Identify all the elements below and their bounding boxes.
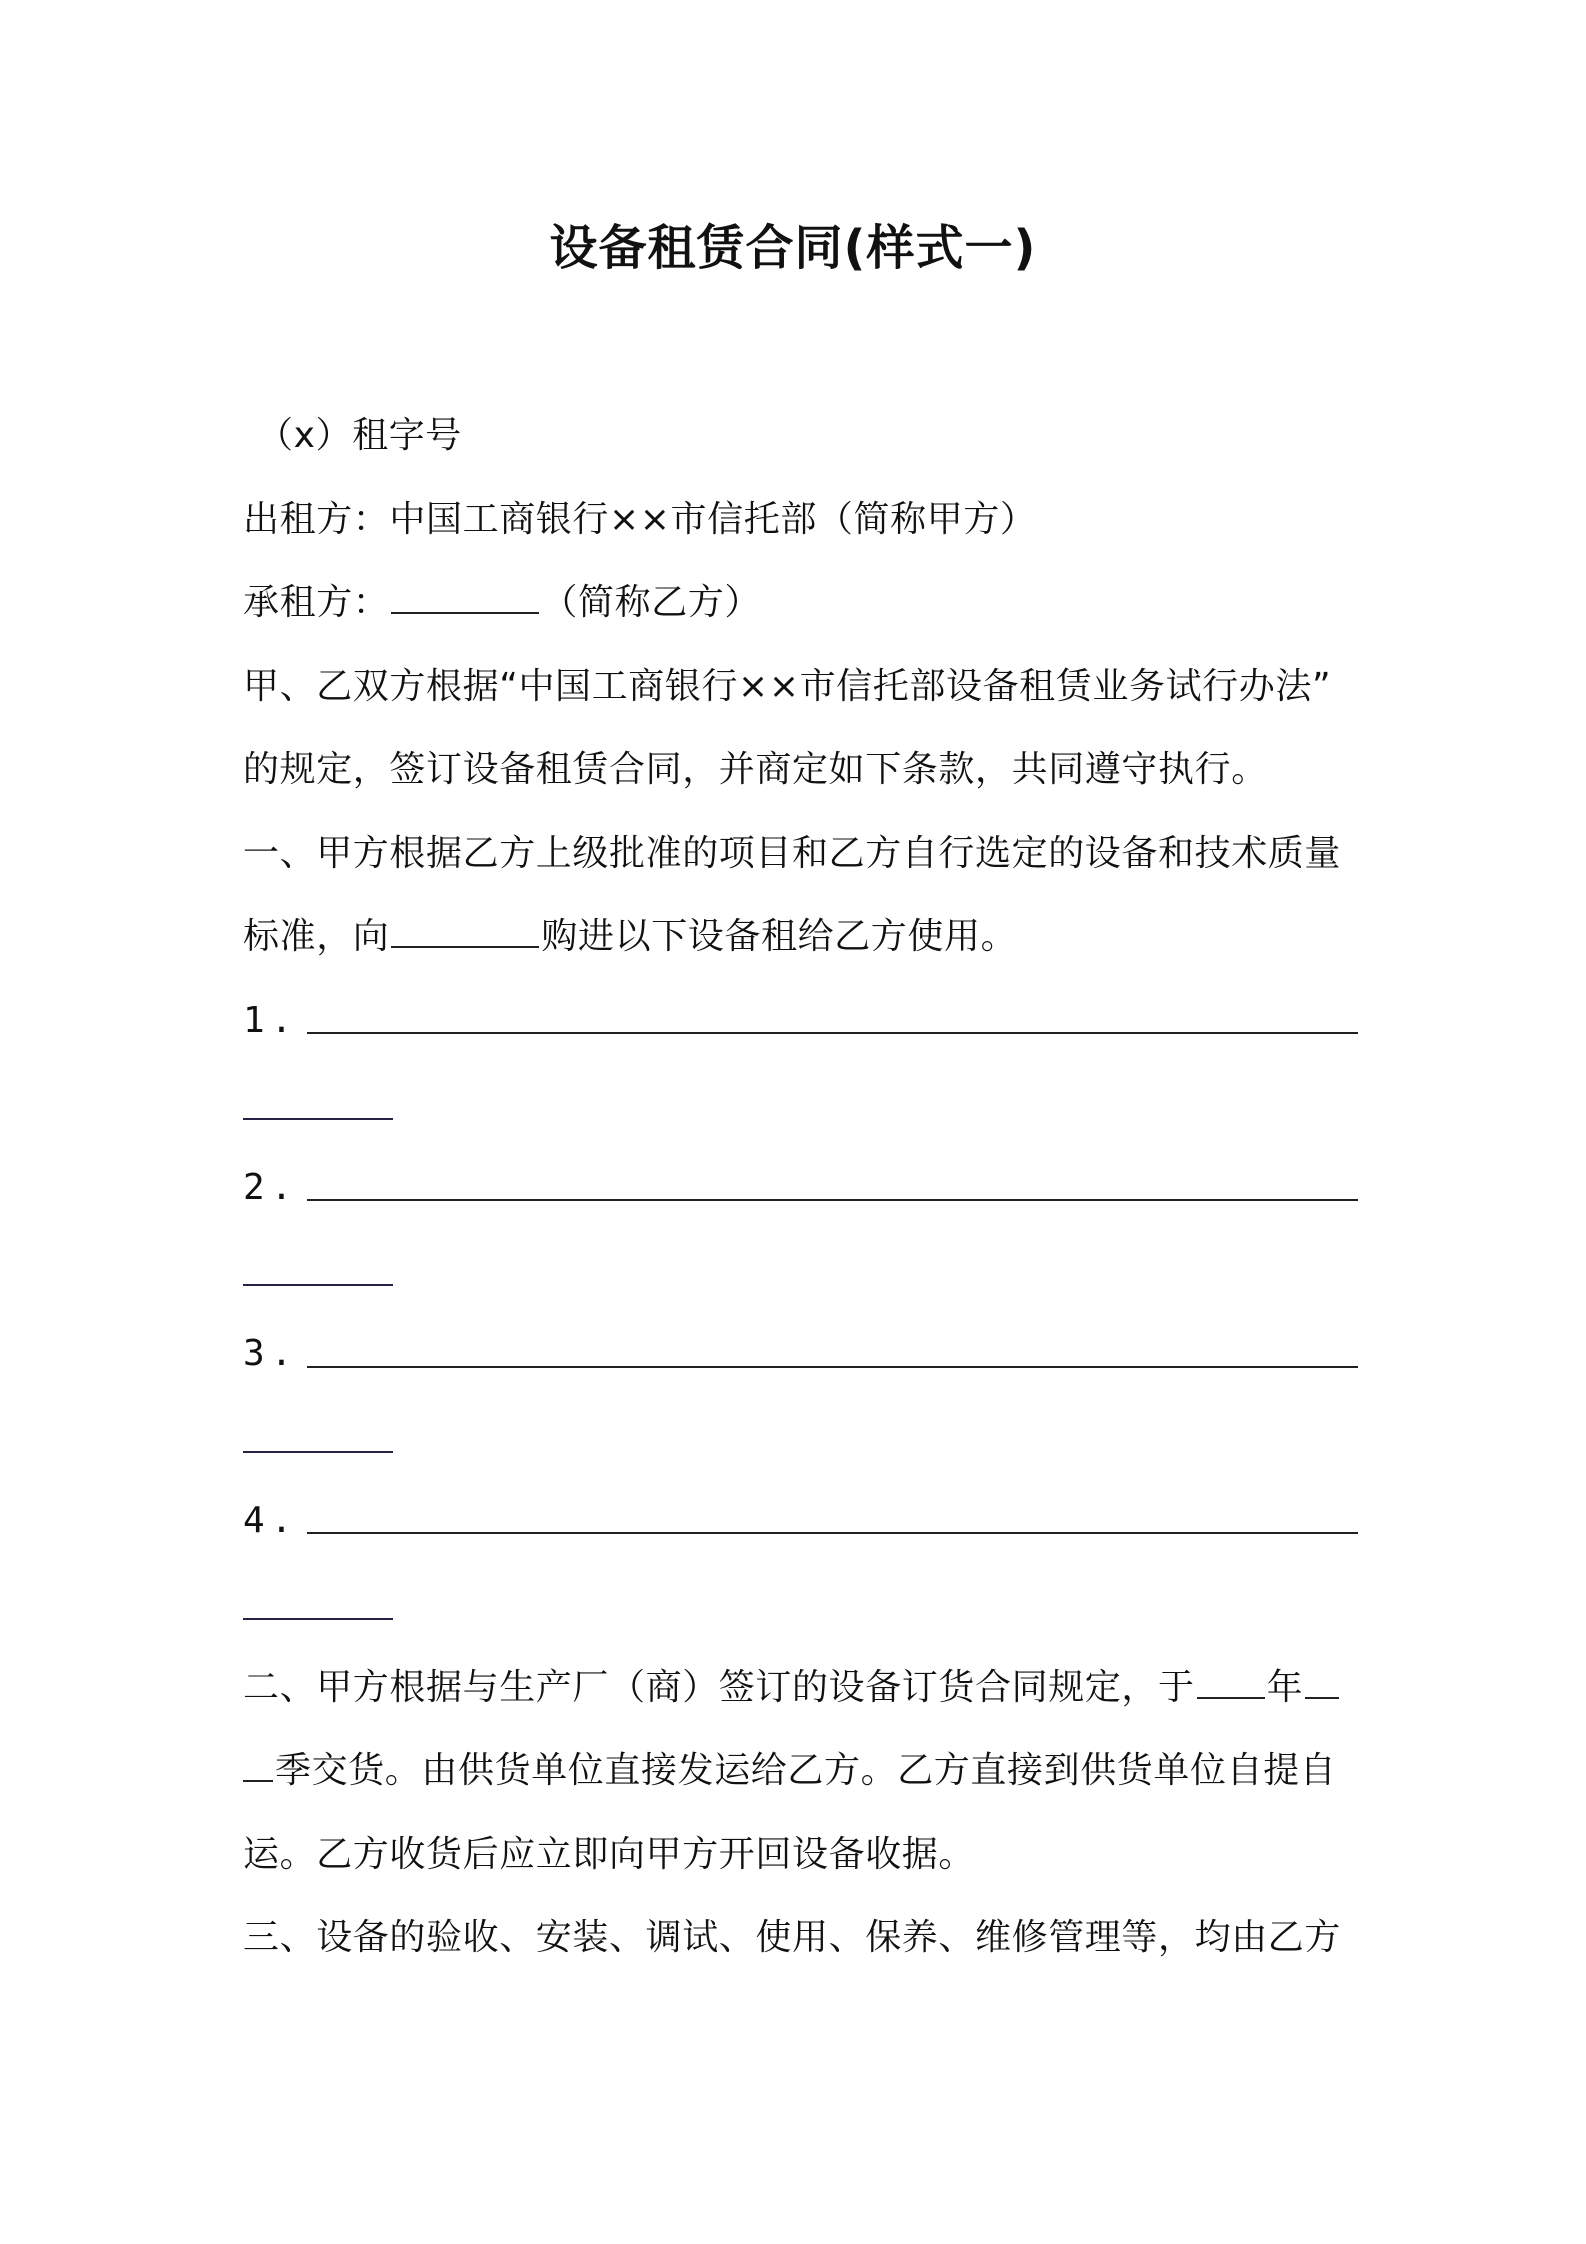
equipment-item-1-continuation-blank[interactable] [243,1118,393,1120]
clause1-line-2 [243,909,1358,965]
equipment-item-3 [243,1326,1358,1382]
equipment-item-2-continuation-blank[interactable] [243,1284,393,1286]
clause2-line-1 [243,1660,1358,1716]
delivery-year-blank[interactable] [1197,1693,1265,1699]
basis-line-1: 甲、乙双方根据“中国工商银行××市信托部设备租赁业务试行办法” [243,666,1332,707]
clause1-text-a: 标准，向 [243,916,390,957]
clause1-text-b: 购进以下设备租给乙方使用。 [541,916,1018,957]
delivery-quarter-blank[interactable] [1305,1693,1339,1699]
clause2-line-2 [243,1743,1358,1799]
supplier-blank[interactable] [391,942,539,948]
equipment-item-2-blank[interactable] [307,1199,1358,1201]
equipment-item-2 [243,1160,1358,1216]
equipment-item-4 [243,1493,1358,1549]
lessee-line [243,575,1358,631]
lessee-suffix: （简称乙方） [541,582,762,623]
equipment-item-3-continuation-blank[interactable] [243,1451,393,1453]
item-number: 4. [243,1500,299,1541]
equipment-item-1-blank[interactable] [307,1032,1358,1034]
equipment-item-4-continuation-blank[interactable] [243,1618,393,1620]
equipment-item-1 [243,993,1358,1049]
contract-ref-number [243,408,1358,464]
document-title: 设备租赁合同(样式一) [549,220,1037,276]
clause1-line-1: 一、甲方根据乙方上级批准的项目和乙方自行选定的设备和技术质量 [243,833,1342,874]
ref-number-text: （x）租字号 [257,415,462,456]
item-number: 1. [243,1000,299,1041]
basis-line-2: 的规定，签订设备租赁合同，并商定如下条款，共同遵守执行。 [243,749,1268,790]
clause2-line-3: 运。乙方收货后应立即向甲方开回设备收据。 [243,1834,976,1875]
delivery-quarter-blank-continued[interactable] [243,1776,273,1782]
equipment-item-3-blank[interactable] [307,1366,1358,1368]
clause2-year-label: 年 [1266,1667,1304,1708]
equipment-item-4-blank[interactable] [307,1532,1358,1534]
item-number: 2. [243,1167,299,1208]
clause2-text-a: 二、甲方根据与生产厂（商）签订的设备订货合同规定，于 [243,1667,1195,1708]
lessor-line: 出租方：中国工商银行××市信托部（简称甲方） [243,499,1037,540]
clause2-text-2: 季交货。由供货单位直接发运给乙方。乙方直接到供货单位自提自 [275,1750,1337,1791]
lessee-name-blank[interactable] [391,608,539,614]
clause3-line-1: 三、设备的验收、安装、调试、使用、保养、维修管理等，均由乙方 [243,1917,1342,1958]
lessee-label: 承租方： [243,582,390,623]
item-number: 3. [243,1333,299,1374]
